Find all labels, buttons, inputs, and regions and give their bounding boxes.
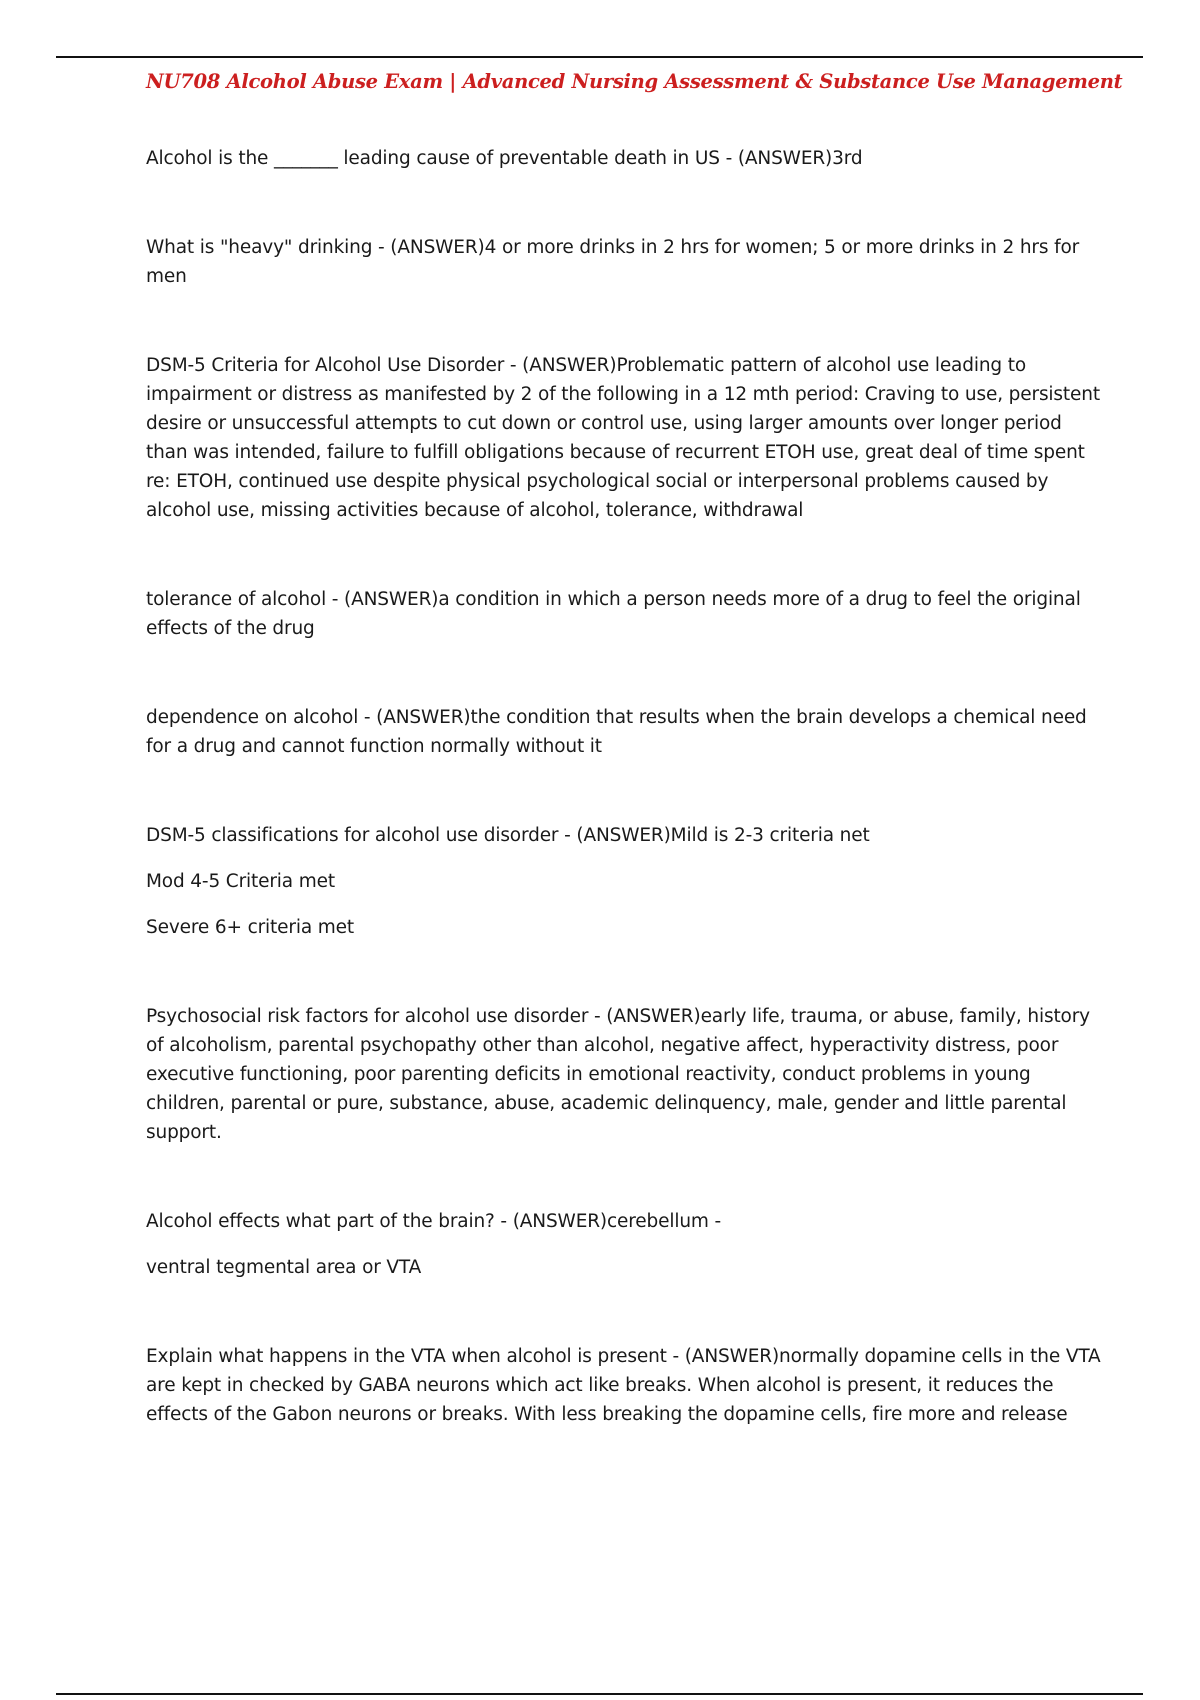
qa-item [146, 821, 1106, 942]
qa-item [146, 1002, 1106, 1147]
qa-item [146, 1207, 1106, 1282]
document-title: NU708 Alcohol Abuse Exam | Advanced Nursing Assessment & Substance Use Management [146, 70, 1123, 93]
qa-item [146, 233, 1106, 291]
qa-text: Psychosocial risk factors for alcohol use disorder - (ANSWER)early life, trauma, or abuse, family, history of alcoholism, parental psychopathy other than alcohol, negative affect, hyperactivity distress, poor executive functioning, poor parenting deficits in emotional reactivity, conduct problems in young children, parental or pure, substance, abuse, academic delinquency, male, gender and little parental support. [146, 1006, 1090, 1143]
qa-text: dependence on alcohol - (ANSWER)the condition that results when the brain develops a chemical need for a drug and cannot function normally without it [146, 707, 1087, 757]
qa-text: Alcohol effects what part of the brain? - (ANSWER)cerebellum - [146, 1211, 722, 1232]
qa-item [146, 703, 1106, 761]
qa-text-continued: Severe 6+ criteria met [146, 917, 354, 938]
qa-item [146, 1342, 1106, 1429]
qa-text: DSM-5 classifications for alcohol use disorder - (ANSWER)Mild is 2-3 criteria net [146, 825, 870, 846]
header-rule [56, 56, 1143, 58]
footer-rule [56, 1693, 1143, 1695]
qa-text: tolerance of alcohol - (ANSWER)a condition in which a person needs more of a drug to feel the original effects of the drug [146, 589, 1081, 639]
qa-item [146, 585, 1106, 643]
qa-text: Alcohol is the _______ leading cause of preventable death in US - (ANSWER)3rd [146, 148, 863, 169]
qa-text: Explain what happens in the VTA when alcohol is present - (ANSWER)normally dopamine cells in the VTA are kept in checked by GABA neurons which act like breaks. When alcohol is present, it reduces the effects of the Gabon neurons or breaks. With less breaking the dopamine cells, fire more and release [146, 1346, 1101, 1425]
qa-text: What is "heavy" drinking - (ANSWER)4 or more drinks in 2 hrs for women; 5 or more drinks in 2 hrs for men [146, 237, 1080, 287]
qa-text-continued: Mod 4-5 Criteria met [146, 871, 335, 892]
qa-text: DSM-5 Criteria for Alcohol Use Disorder - (ANSWER)Problematic pattern of alcohol use leading to impairment or distress as manifested by 2 of the following in a 12 mth period: Craving to use, persistent desire or unsuccessful attempts to cut down or control use, using larger amounts over longer period than was intended, failure to fulfill obligations because of recurrent ETOH use, great deal of time spent re: ETOH, continued use despite physical psychological social or interpersonal problems caused by alcohol use, missing activities because of alcohol, tolerance, withdrawal [146, 355, 1100, 521]
qa-item [146, 351, 1106, 525]
qa-text-continued: ventral tegmental area or VTA [146, 1257, 422, 1278]
document-body [146, 144, 1106, 1489]
qa-item [146, 144, 1106, 173]
